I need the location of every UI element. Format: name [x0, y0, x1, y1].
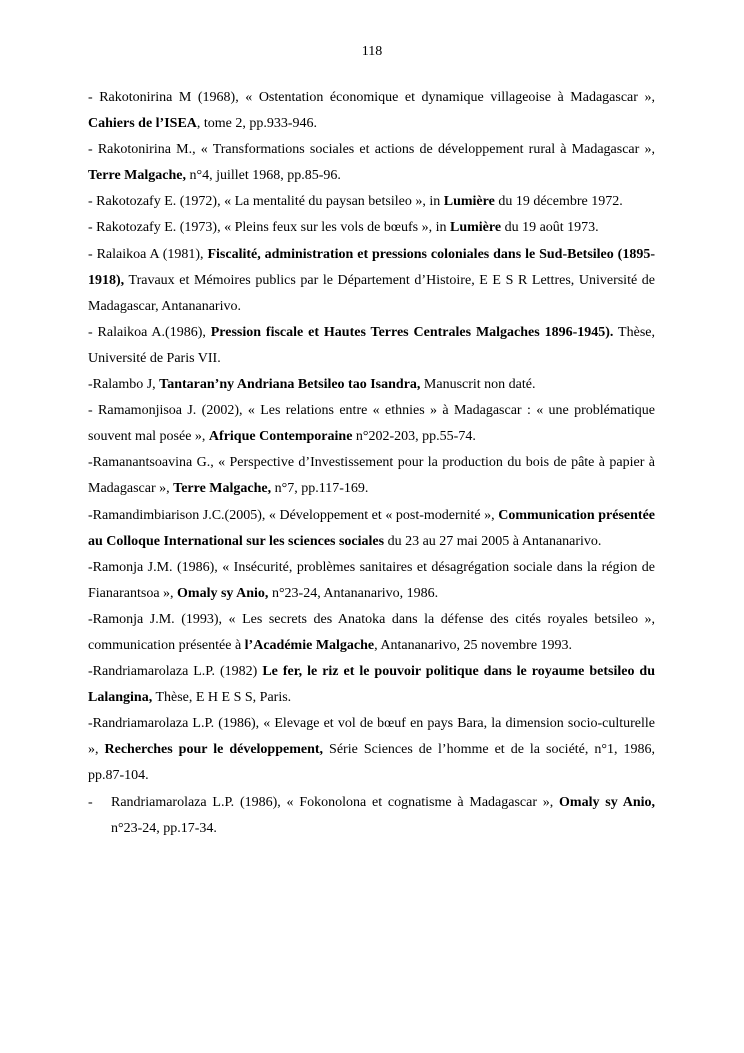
reference-text: n°23-24, Antananarivo, 1986. [268, 585, 439, 601]
reference-title: Omaly sy Anio, [177, 585, 269, 601]
reference-text: , tome 2, pp.933-946. [196, 116, 318, 132]
reference-title: Terre Malgache, [88, 168, 186, 184]
reference-text: du 19 août 1973. [501, 220, 599, 236]
reference-text: - Rakotonirina M (1968), « Ostentation économique et dynamique villageoise à Madagascar », [88, 90, 655, 105]
reference-entry [88, 215, 655, 241]
reference-text: -Ramanantsoavina G., « Perspective d’Investissement pour la production du bois de pâte à papier à Madagascar », [88, 455, 655, 497]
reference-text: Randriamarolaza L.P. (1986), « Fokonolona et cognatisme à Madagascar », [111, 794, 560, 810]
reference-entry [88, 189, 655, 215]
reference-title: Omaly sy Anio, [559, 794, 655, 810]
reference-text: -Ramonja J.M. (1986), « Insécurité, problèmes sanitaires et désagrégation sociale dans la région de Fianarantsoa », [88, 559, 655, 601]
reference-title: Cahiers de l’ISEA [88, 116, 197, 132]
reference-title: l’Académie Malgache [244, 637, 375, 653]
reference-title: Terre Malgache, [173, 481, 272, 497]
reference-text: Thèse, Université de Paris VII. [88, 324, 655, 366]
reference-text: - Rakotozafy E. (1973), « Pleins feux sur les vols de bœufs », in [88, 220, 450, 236]
reference-entry [88, 372, 655, 398]
reference-text: du 19 décembre 1972. [494, 194, 623, 210]
reference-entry [88, 555, 655, 607]
reference-entry [88, 450, 655, 502]
reference-text: - Ralaikoa A (1981), [88, 246, 208, 262]
reference-text: - Ramamonjisoa J. (2002), « Les relations entre « ethnies » à Madagascar : « une problématique souvent mal posée », [88, 403, 655, 445]
reference-entry [88, 137, 655, 189]
reference-entry [88, 503, 655, 555]
reference-text: -Ramonja J.M. (1993), « Les secrets des Anatoka dans la défense des cités royales betsileo », communication présentée à [88, 611, 655, 653]
reference-text: -Ramandimbiarison J.C.(2005), « Développement et « post-modernité », [88, 507, 499, 523]
reference-text: -Randriamarolaza L.P. (1986), « Elevage et vol de bœuf en pays Bara, la dimension socio-culturelle », [88, 716, 655, 758]
reference-text: n°23-24, pp.17-34. [111, 820, 217, 836]
reference-entry-text [111, 790, 655, 842]
reference-text: - Ralaikoa A.(1986), [88, 324, 211, 340]
reference-title: Lumière [443, 194, 495, 210]
reference-entry [88, 242, 655, 320]
reference-text: -Ralambo J, [88, 377, 160, 393]
reference-entry [88, 711, 655, 789]
reference-text: -Randriamarolaza L.P. (1982) [88, 664, 263, 680]
list-dash: - [88, 794, 93, 810]
reference-text: n°4, juillet 1968, pp.85-96. [185, 168, 341, 184]
reference-title: Tantaran’ny Andriana Betsileo tao Isandra, [159, 377, 421, 393]
reference-text: - Rakotozafy E. (1972), « La mentalité du paysan betsileo », in [88, 194, 444, 210]
reference-text: Thèse, E H E S S, Paris. [152, 690, 292, 706]
reference-text: - Rakotonirina M., « Transformations sociales et actions de développement rural à Madagascar », [88, 142, 655, 158]
reference-title: Afrique Contemporaine [208, 429, 353, 445]
reference-text: , Antananarivo, 25 novembre 1993. [374, 637, 573, 653]
bibliography-list [88, 85, 655, 842]
reference-text: du 23 au 27 mai 2005 à Antananarivo. [384, 533, 602, 549]
reference-entry [88, 85, 655, 137]
reference-title: Recherches pour le développement, [104, 742, 324, 758]
reference-text: n°7, pp.117-169. [271, 481, 369, 497]
page-number: 118 [361, 44, 383, 59]
reference-text: n°202-203, pp.55-74. [352, 429, 476, 445]
reference-title: Le fer, le riz et le pouvoir politique dans le royaume betsileo du Lalangina, [88, 664, 655, 706]
reference-entry [88, 398, 655, 450]
reference-text: Série Sciences de l’homme et de la société, n°1, 1986, pp.87-104. [88, 742, 655, 784]
reference-title: Fiscalité, administration et pressions coloniales dans le Sud-Betsileo (1895-1918), [88, 246, 656, 288]
reference-entry-bulleted [88, 790, 655, 842]
reference-entry [88, 607, 655, 659]
reference-text: Travaux et Mémoires publics par le Département d’Histoire, E E S R Lettres, Université de Madagascar, Antananarivo. [88, 272, 655, 314]
reference-title: Pression fiscale et Hautes Terres Centrales Malgaches 1896-1945). [210, 324, 614, 340]
reference-entry [88, 320, 655, 372]
reference-entry [88, 659, 655, 711]
reference-text: Manuscrit non daté. [420, 377, 536, 393]
reference-title: Communication présentée au Colloque International sur les sciences sociales [88, 507, 656, 549]
reference-title: Lumière [450, 220, 502, 236]
